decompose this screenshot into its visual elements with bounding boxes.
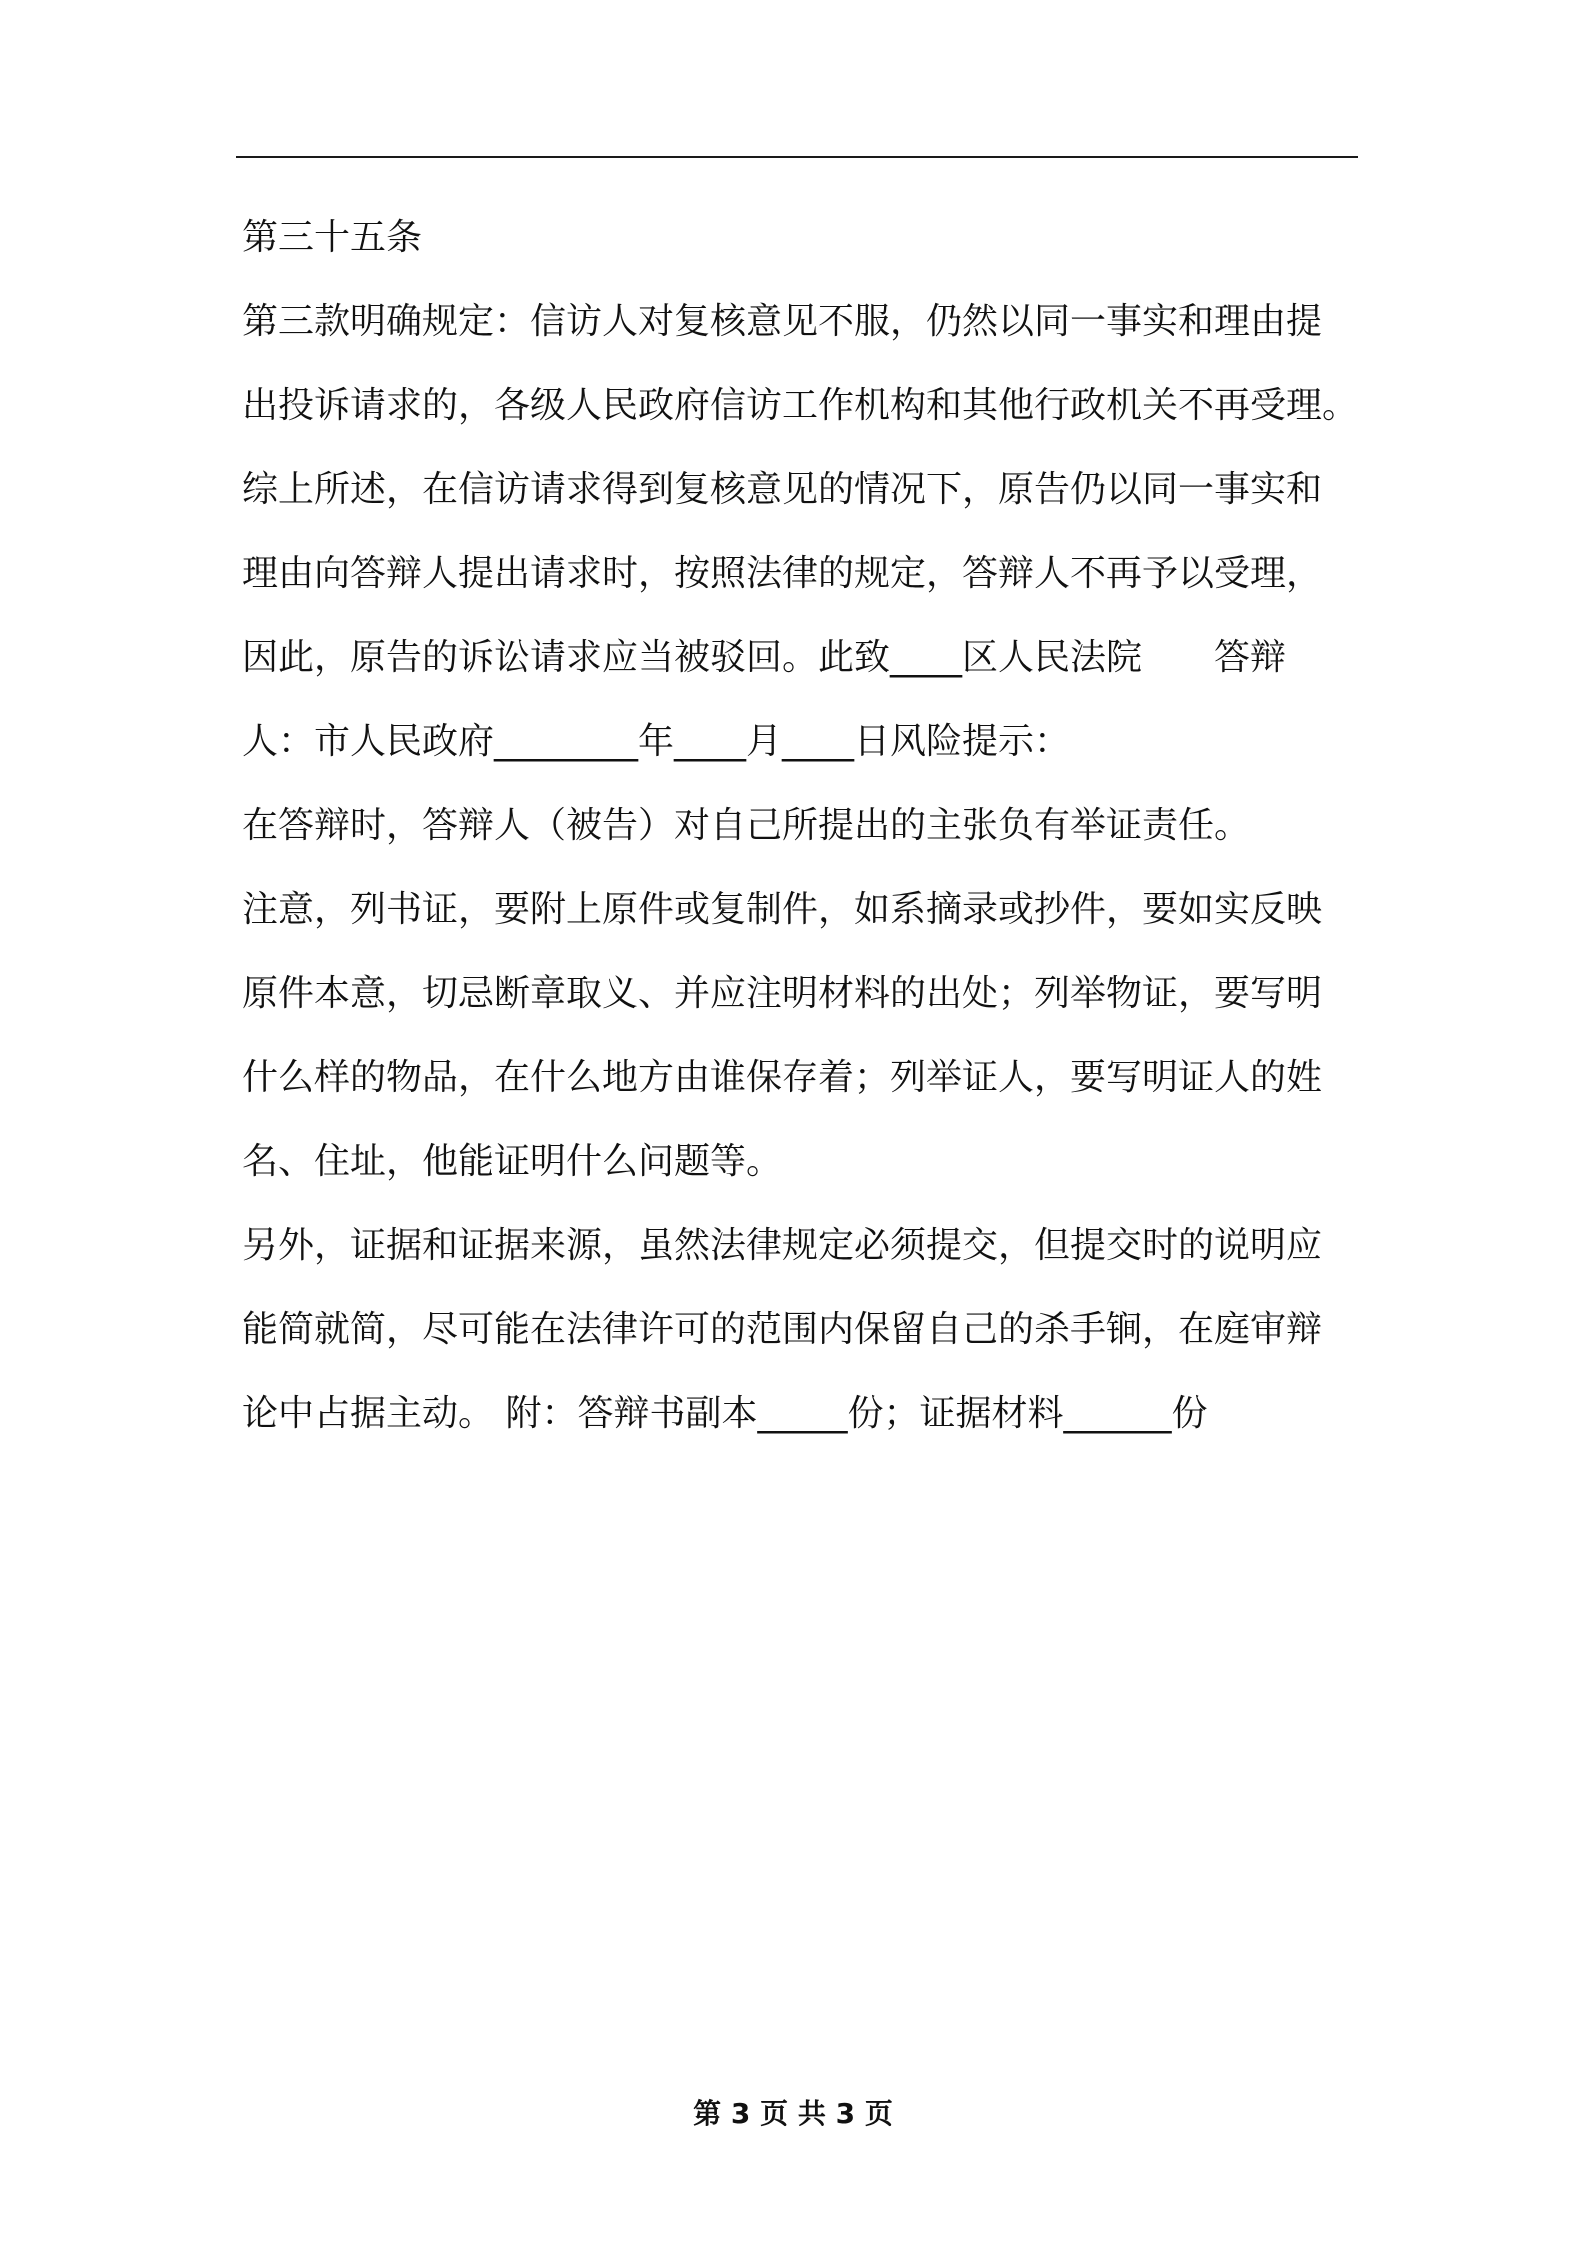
text-line: 理由向答辩人提出请求时，按照法律的规定，答辩人不再予以受理， — [242, 553, 1323, 594]
text-line: 能简就简，尽可能在法律许可的范围内保留自己的杀手锏，在庭审辩 — [242, 1309, 1323, 1350]
text-line: 另外，证据和证据来源，虽然法律规定必须提交，但提交时的说明应 — [242, 1225, 1323, 1266]
text-line: 什么样的物品，在什么地方由谁保存着；列举证人，要写明证人的姓 — [242, 1057, 1323, 1098]
text-line: 注意，列书证，要附上原件或复制件，如系摘录或抄件，要如实反映 — [242, 889, 1323, 930]
header-rule — [236, 156, 1358, 158]
text-line: 因此，原告的诉讼请求应当被驳回。此致____区人民法院 答辩 — [242, 637, 1287, 678]
text-line: 论中占据主动。 附：答辩书副本_____份；证据材料______份 — [242, 1393, 1208, 1434]
text-line: 出投诉请求的，各级人民政府信访工作机构和其他行政机关不再受理。 — [242, 385, 1359, 426]
page-number-footer: 第 3 页 共 3 页 — [693, 2097, 893, 2130]
text-line: 名、住址，他能证明什么问题等。 — [242, 1141, 783, 1182]
text-line: 原件本意，切忌断章取义、并应注明材料的出处；列举物证，要写明 — [242, 973, 1323, 1014]
text-line: 人：市人民政府________年____月____日风险提示： — [242, 721, 1071, 762]
text-line: 第三十五条 — [242, 217, 423, 258]
document-body — [242, 196, 1367, 1456]
text-line: 综上所述，在信访请求得到复核意见的情况下，原告仍以同一事实和 — [242, 469, 1323, 510]
text-line: 第三款明确规定：信访人对复核意见不服，仍然以同一事实和理由提 — [242, 301, 1323, 342]
text-line: 在答辩时，答辩人（被告）对自己所提出的主张负有举证责任。 — [242, 805, 1251, 846]
